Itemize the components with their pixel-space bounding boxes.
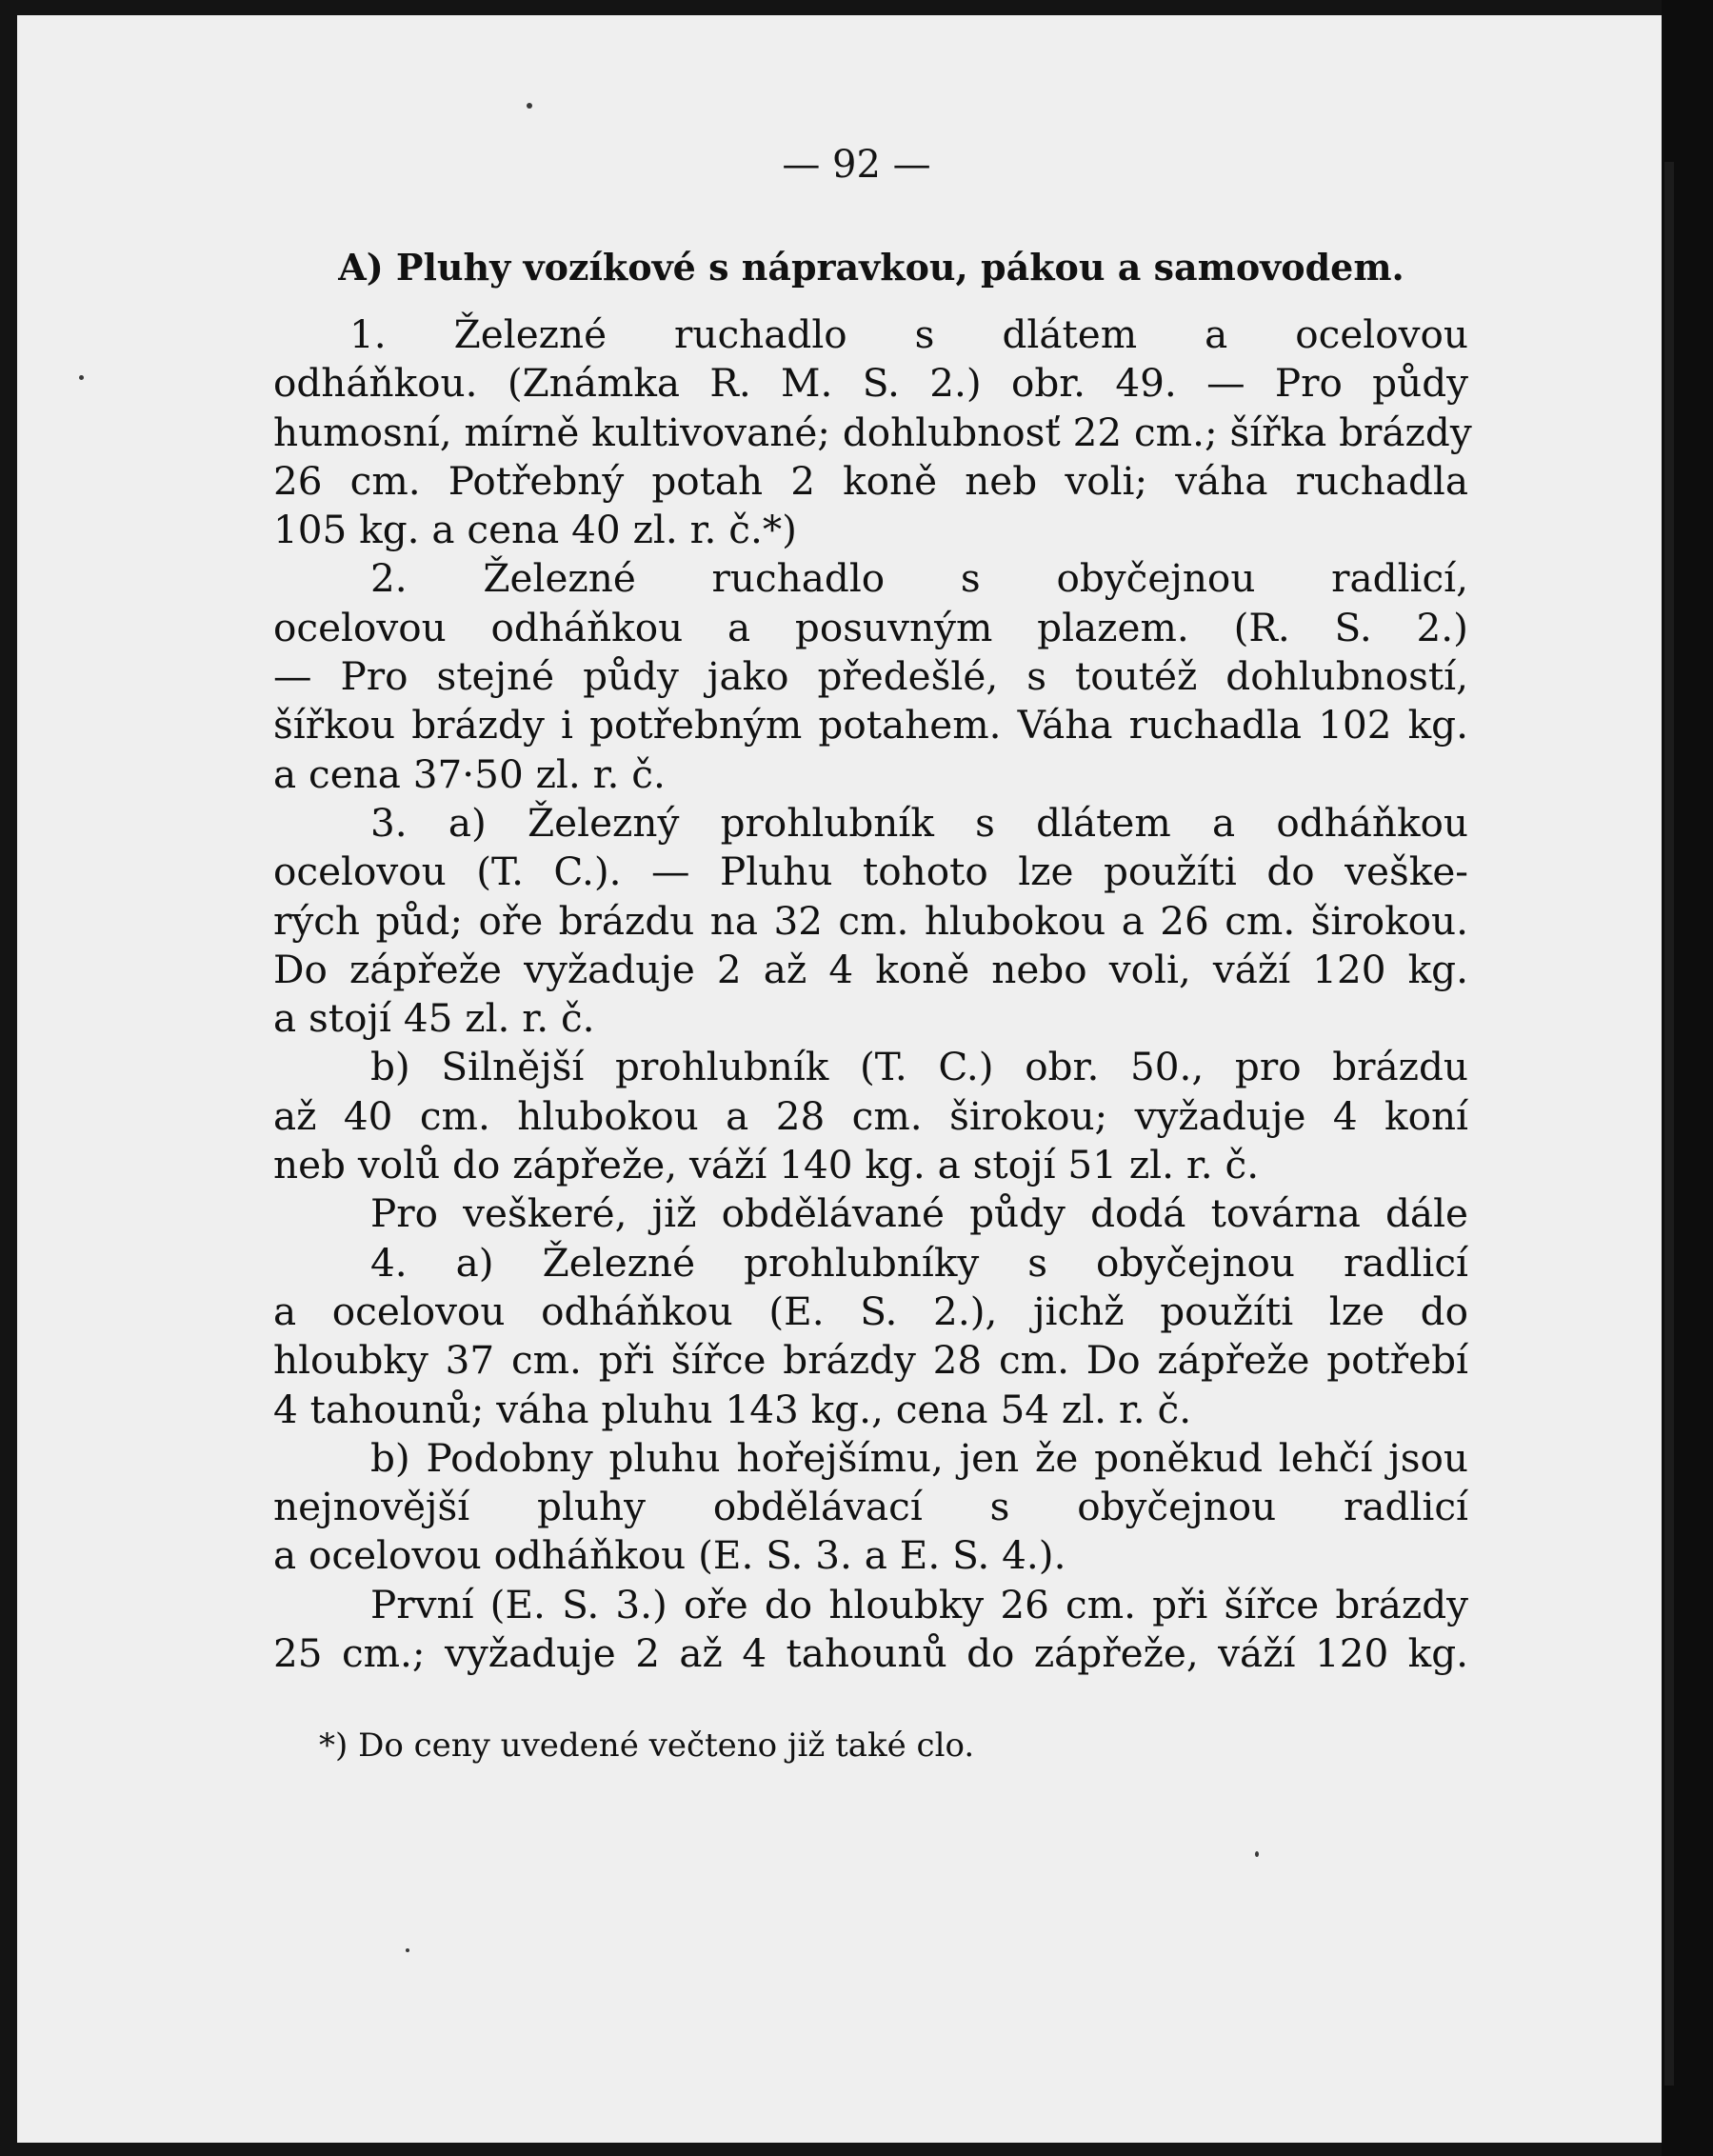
text-line: odháňkou. (Známka R. M. S. 2.) obr. 49. — Pro půdy — [273, 360, 1468, 407]
text-line: b) Silnější prohlubník (T. C.) obr. 50., pro brázdu — [370, 1044, 1468, 1090]
text-line: šířkou brázdy i potřebným potahem. Váha ruchadla 102 kg. — [273, 702, 1468, 749]
ink-speck — [527, 103, 532, 109]
text-line: 1. Železné ruchadlo s dlátem a ocelovou — [349, 311, 1468, 357]
text-line: ocelovou odháňkou a posuvným plazem. (R. S. 2.) — [273, 604, 1468, 650]
page-number: — 92 — — [782, 143, 931, 187]
text-line: ocelovou (T. C.). — Pluhu tohoto lze použíti do veške- — [273, 848, 1468, 895]
ink-speck — [406, 1948, 409, 1952]
binding-edge — [1664, 162, 1674, 2086]
text-line: a stojí 45 zl. r. č. — [273, 995, 595, 1042]
text-line: a cena 37·50 zl. r. č. — [273, 750, 666, 797]
ink-speck — [79, 375, 84, 380]
text-line: — Pro stejné půdy jako předešlé, s toutéž dohlubností, — [273, 653, 1468, 700]
text-line: hloubky 37 cm. při šířce brázdy 28 cm. Do zápřeže potřebí — [273, 1337, 1468, 1384]
text-line: a ocelovou odháňkou (E. S. 2.), jichž použíti lze do — [273, 1288, 1468, 1334]
text-line: 3. a) Železný prohlubník s dlátem a odháňkou — [370, 799, 1468, 846]
text-line: 25 cm.; vyžaduje 2 až 4 tahounů do zápřeže, váží 120 kg. — [273, 1630, 1468, 1677]
text-line: Pro veškeré, již obdělávané půdy dodá továrna dále — [370, 1190, 1468, 1237]
text-line: a ocelovou odháňkou (E. S. 3. a E. S. 4.). — [273, 1532, 1066, 1579]
text-line: rých půd; oře brázdu na 32 cm. hlubokou a 26 cm. širokou. — [273, 897, 1468, 944]
text-line: nejnovější pluhy obdělávací s obyčejnou radlicí — [273, 1484, 1468, 1530]
footnote: *) Do ceny uvedené večteno již také clo. — [319, 1727, 975, 1765]
text-line: b) Podobny pluhu hořejšímu, jen že poněkud lehčí jsou — [370, 1434, 1468, 1481]
text-line: neb volů do zápřeže, váží 140 kg. a stojí 51 zl. r. č. — [273, 1142, 1260, 1188]
body-text — [273, 310, 1472, 1678]
text-line: Do zápřeže vyžaduje 2 až 4 koně nebo voli, váží 120 kg. — [273, 946, 1468, 992]
text-line: humosní, mírně kultivované; dohlubnosť 22 cm.; šířka brázdy — [273, 409, 1472, 455]
ink-speck — [1255, 1851, 1259, 1857]
text-line: až 40 cm. hlubokou a 28 cm. širokou; vyžaduje 4 koní — [273, 1092, 1468, 1139]
text-line: 26 cm. Potřebný potah 2 koně neb voli; váha ruchadla — [273, 457, 1468, 504]
section-heading: A) Pluhy vozíkové s nápravkou, pákou a samovodem. — [338, 246, 1404, 289]
text-line: 4 tahounů; váha pluhu 143 kg., cena 54 zl. r. č. — [273, 1386, 1192, 1432]
text-line: 4. a) Železné prohlubníky s obyčejnou radlicí — [370, 1239, 1468, 1286]
text-line: 2. Železné ruchadlo s obyčejnou radlicí, — [370, 555, 1468, 602]
text-line: První (E. S. 3.) oře do hloubky 26 cm. při šířce brázdy — [370, 1581, 1468, 1627]
text-line: 105 kg. a cena 40 zl. r. č.*) — [273, 507, 797, 553]
